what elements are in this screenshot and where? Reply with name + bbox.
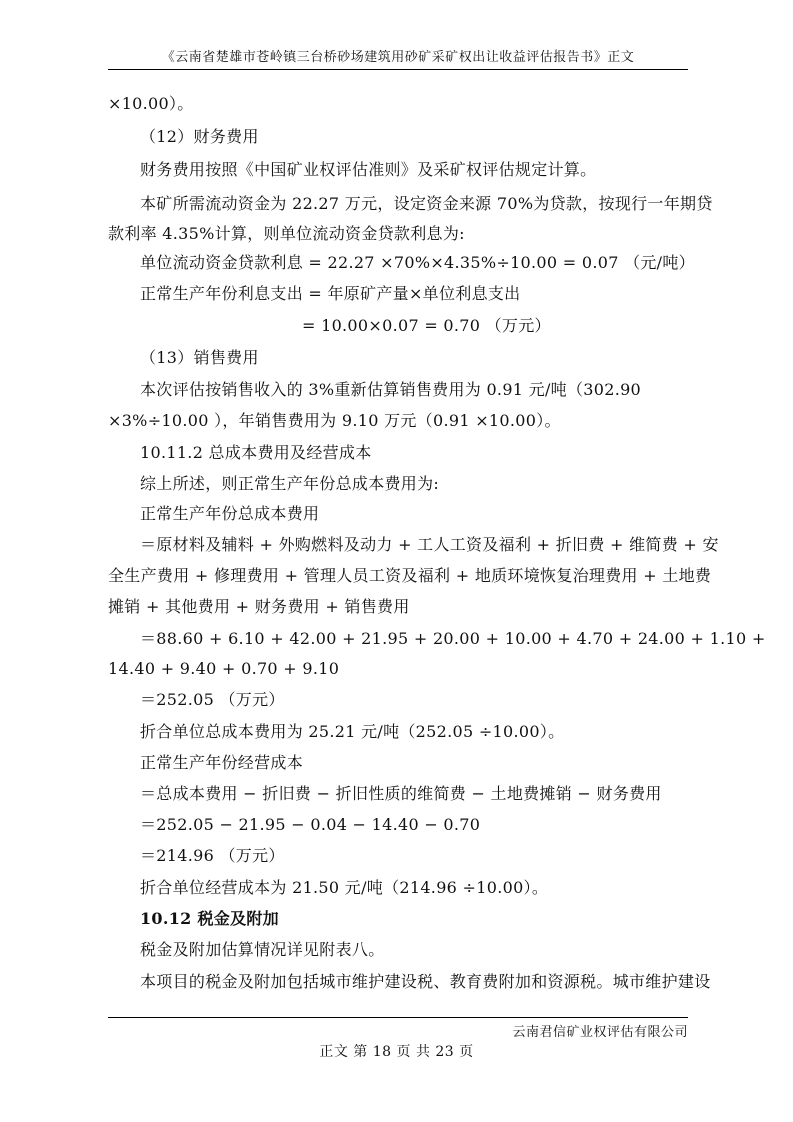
formula-line: 14.40 + 9.40 + 0.70 + 9.10 xyxy=(108,659,340,678)
text-line: ×3%÷10.00 ），年销售费用为 9.10 万元（0.91 ×10.00）。 xyxy=(108,411,561,430)
text-line: 本次评估按销售收入的 3%重新估算销售费用为 0.91 元/吨（302.90 xyxy=(140,380,642,399)
text-line: 正常生产年份总成本费用 xyxy=(140,504,320,523)
text-line: 折合单位总成本费用为 25.21 元/吨（252.05 ÷10.00）。 xyxy=(140,722,565,741)
formula-line: = 10.00×0.07 = 0.70 （万元） xyxy=(302,316,551,335)
text-line: 税金及附加估算情况详见附表八。 xyxy=(140,940,385,959)
section-heading-financial-cost: （12）财务费用 xyxy=(140,127,259,146)
subsection-heading-total-cost: 10.11.2 总成本费用及经营成本 xyxy=(140,443,372,462)
text-line: 款利率 4.35%计算，则单位流动资金贷款利息为: xyxy=(108,224,465,243)
section-heading-sales-cost: （13）销售费用 xyxy=(140,348,259,367)
footer-company: 云南君信矿业权评估有限公司 xyxy=(512,1025,688,1040)
formula-line: 全生产费用 + 修理费用 + 管理人员工资及福利 + 地质环境恢复治理费用 + 土地费 xyxy=(108,566,712,585)
text-line: 正常生产年份经营成本 xyxy=(140,753,304,772)
text-line: ×10.00）。 xyxy=(108,94,194,113)
formula-line: ＝252.05 − 21.95 − 0.04 − 14.40 − 0.70 xyxy=(140,815,481,834)
formula-line: ＝总成本费用 − 折旧费 − 折旧性质的维简费 − 土地费摊销 − 财务费用 xyxy=(140,784,662,803)
page-number: 正文 第 18 页 共 23 页 xyxy=(319,1044,474,1060)
text-line: 财务费用按照《中国矿业权评估准则》及采矿权评估规定计算。 xyxy=(140,160,597,179)
formula-line: 单位流动资金贷款利息 = 22.27 ×70%×4.35%÷10.00 = 0.07 （元/吨） xyxy=(140,253,695,272)
formula-line: 摊销 + 其他费用 + 财务费用 + 销售费用 xyxy=(108,597,410,616)
footer-divider xyxy=(108,1017,688,1018)
text-line: 本矿所需流动资金为 22.27 万元，设定资金来源 70%为贷款，按现行一年期贷 xyxy=(140,194,713,213)
formula-line: ＝88.60 + 6.10 + 42.00 + 21.95 + 20.00 + 10.00 + 4.70 + 24.00 + 1.10 + xyxy=(140,629,766,648)
text-line: 本项目的税金及附加包括城市维护建设税、教育费附加和资源税。城市维护建设 xyxy=(140,972,711,991)
section-heading-taxes: 10.12 税金及附加 xyxy=(140,909,279,928)
formula-result: ＝252.05 （万元） xyxy=(140,690,285,709)
text-line: 折合单位经营成本为 21.50 元/吨（214.96 ÷10.00）。 xyxy=(140,878,549,897)
text-line: 综上所述，则正常生产年份总成本费用为: xyxy=(140,474,440,493)
page-header-title: 《云南省楚雄市苍岭镇三台桥砂场建筑用砂矿采矿权出让收益评估报告书》正文 xyxy=(161,50,635,65)
formula-line: 正常生产年份利息支出 = 年原矿产量×单位利息支出 xyxy=(140,284,521,303)
formula-line: ＝原材料及辅料 + 外购燃料及动力 + 工人工资及福利 + 折旧费 + 维简费 + 安 xyxy=(140,535,719,554)
formula-result: ＝214.96 （万元） xyxy=(140,846,285,865)
header-divider xyxy=(108,69,688,70)
